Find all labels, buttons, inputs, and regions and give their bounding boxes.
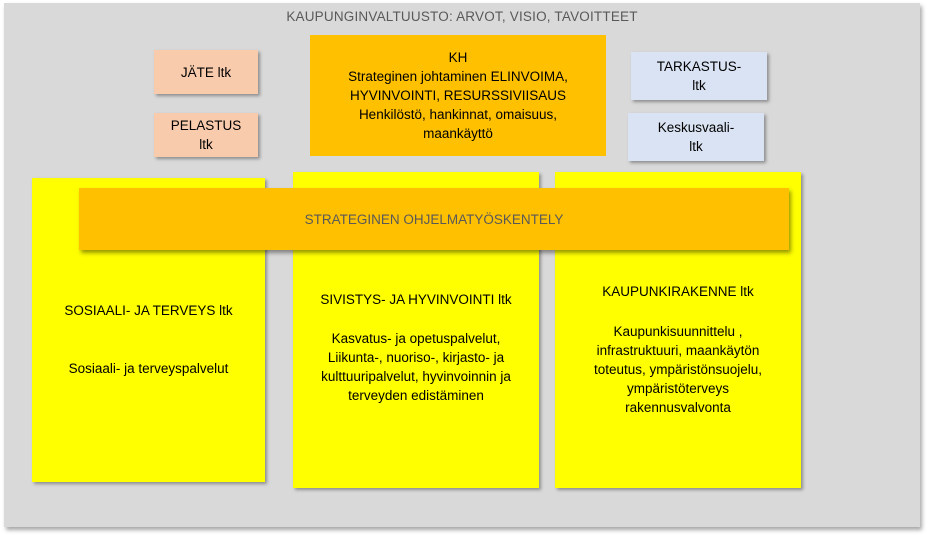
sosiaali-terveys-heading: SOSIAALI- JA TERVEYS ltk — [64, 303, 233, 318]
sivistys-hyvinvointi-line-2: Liikunta-, nuoriso-, kirjasto- ja — [327, 350, 505, 365]
kaupunkirakenne-line-5: rakennusvalvonta — [625, 400, 731, 415]
kh-line-5: maankäyttö — [423, 126, 493, 141]
pelastus-ltk-label-line1: PELASTUS — [170, 118, 242, 133]
jate-ltk-box — [154, 50, 258, 94]
sivistys-hyvinvointi-line-1: Kasvatus- ja opetuspalvelut, — [331, 331, 501, 346]
kh-box — [310, 35, 606, 156]
band-label: STRATEGINEN OHJELMATYÖSKENTELY — [304, 211, 564, 227]
org-chart-canvas — [4, 3, 920, 527]
sosiaali-terveys-line-1: Sosiaali- ja terveyspalvelut — [68, 361, 229, 376]
council-title: KAUPUNGINVALTUUSTO: ARVOT, VISIO, TAVOITTEET — [286, 9, 638, 24]
sivistys-hyvinvointi-line-3: kulttuuripalvelut, hyvinvoinnin ja — [321, 369, 511, 384]
sivistys-hyvinvointi-line-4: terveyden edistäminen — [348, 388, 484, 403]
tarkastus-ltk-box — [631, 52, 767, 100]
keskusvaali-ltk-label-line2: ltk — [689, 139, 703, 154]
keskusvaali-ltk-label-line1: Keskusvaali- — [657, 120, 735, 135]
kaupunkirakenne-line-3: toteutus, ympäristönsuojelu, — [593, 362, 763, 377]
kaupunkirakenne-heading: KAUPUNKIRAKENNE ltk — [602, 284, 754, 299]
tarkastus-ltk-label-line1: TARKASTUS- — [656, 59, 742, 74]
kaupunkirakenne-line-4: ympäristöterveys — [626, 381, 730, 396]
keskusvaali-ltk-box — [628, 113, 764, 161]
kh-line-1: KH — [448, 50, 468, 65]
kaupunkirakenne-line-1: Kaupunkisuunnittelu , — [613, 324, 743, 339]
strateginen-ohjelmatyoskentely-band — [79, 188, 789, 250]
kaupunkirakenne-line-2: infrastruktuuri, maankäytön — [596, 343, 760, 358]
tarkastus-ltk-label-line2: ltk — [692, 78, 706, 93]
sivistys-hyvinvointi-heading: SIVISTYS- JA HYVINVOINTI ltk — [320, 292, 512, 307]
kh-line-3: HYVINVOINTI, RESURSSIVIISAUS — [349, 88, 567, 103]
jate-ltk-label: JÄTE ltk — [180, 64, 232, 80]
kh-line-2: Strateginen johtaminen ELINVOIMA, — [348, 69, 568, 84]
pelastus-ltk-box — [154, 113, 258, 157]
kh-line-4: Henkilöstö, hankinnat, omaisuus, — [358, 107, 558, 122]
pelastus-ltk-label-line2: ltk — [199, 137, 213, 152]
